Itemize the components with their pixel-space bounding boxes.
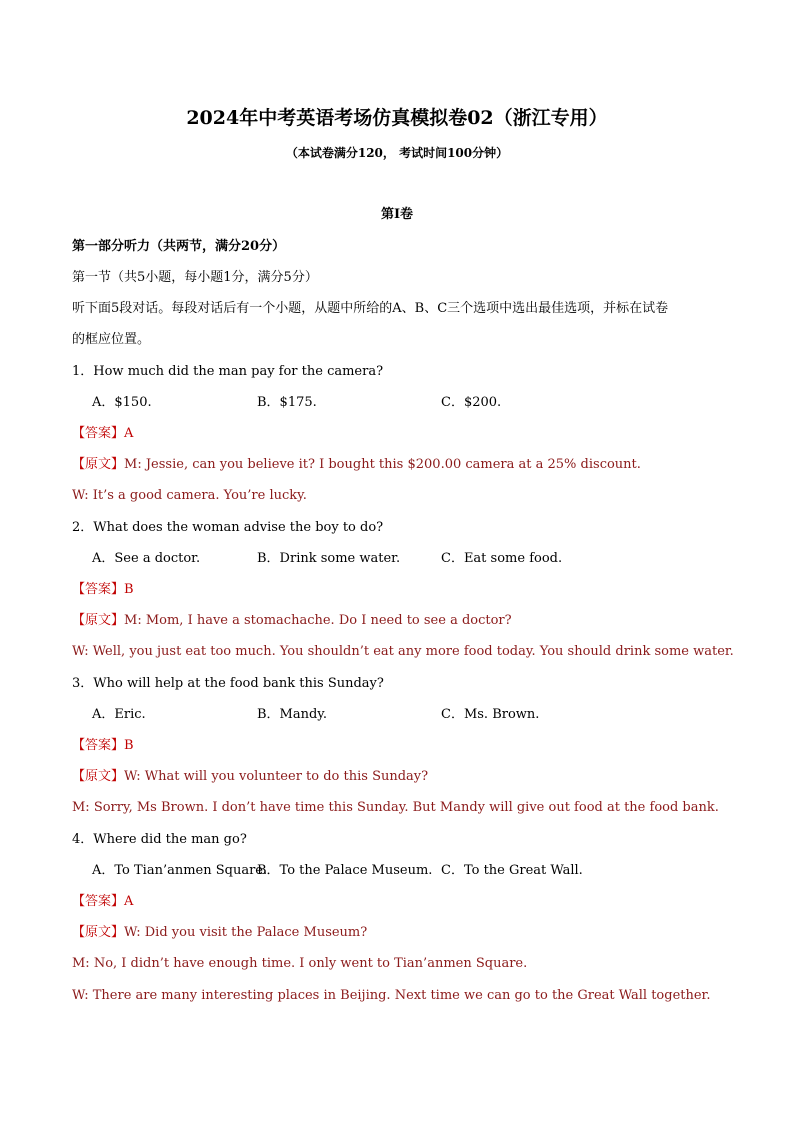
option-b: B．Drink some water. xyxy=(257,551,401,566)
transcript-text: M: Mom, I have a stomachache. Do I need to see a doctor? xyxy=(124,613,512,628)
transcript-label: 【原文】 xyxy=(72,769,125,784)
transcript-line xyxy=(72,769,428,785)
answer-line xyxy=(72,738,134,754)
option-b: B．$175. xyxy=(257,395,317,410)
section-heading: 第一节（共5小题，每小题1分，满分5分） xyxy=(72,270,318,285)
transcript-line xyxy=(72,925,367,941)
option-c: C．To the Great Wall. xyxy=(441,863,583,878)
answer-label: 【答案】 xyxy=(72,738,125,753)
option-a: A．$150. xyxy=(92,395,152,410)
part-heading: 第一部分听力（共两节，满分20分） xyxy=(72,239,286,254)
page-subtitle: （本试卷满分120， 考试时间100分钟） xyxy=(285,146,509,160)
transcript-label: 【原文】 xyxy=(72,613,125,628)
answer-value: B xyxy=(124,738,134,753)
transcript-line xyxy=(72,457,641,473)
transcript-line xyxy=(72,613,512,629)
transcript-text: M: No, I didn’t have enough time. I only went to Tian’anmen Square. xyxy=(72,956,528,971)
answer-label: 【答案】 xyxy=(72,894,125,909)
transcript-label: 【原文】 xyxy=(72,925,125,940)
transcript-text: W: What will you volunteer to do this Sunday? xyxy=(124,769,429,784)
question-stem: 3．Who will help at the food bank this Sunday? xyxy=(72,676,384,691)
answer-line xyxy=(72,582,134,598)
transcript-text: M: Sorry, Ms Brown. I don’t have time this Sunday. But Mandy will give out food at the food bank. xyxy=(72,800,719,815)
transcript-text: W: It’s a good camera. You’re lucky. xyxy=(72,488,307,503)
volume-heading: 第I卷 xyxy=(380,207,414,222)
question-stem: 2．What does the woman advise the boy to do? xyxy=(72,520,384,535)
transcript-label: 【原文】 xyxy=(72,457,125,472)
answer-label: 【答案】 xyxy=(72,426,125,441)
instructions-line-2: 的框应位置。 xyxy=(72,332,151,347)
option-a: A．To Tian’anmen Square. xyxy=(92,863,268,878)
option-a: A．Eric. xyxy=(92,707,146,722)
option-a: A．See a doctor. xyxy=(92,551,201,566)
answer-line xyxy=(72,894,133,910)
answer-label: 【答案】 xyxy=(72,582,125,597)
option-c: C．$200. xyxy=(441,395,502,410)
transcript-text: W: Did you visit the Palace Museum? xyxy=(124,925,368,940)
page-title: 2024年中考英语考场仿真模拟卷02（浙江专用） xyxy=(186,107,608,129)
transcript-text: W: There are many interesting places in Beijing. Next time we can go to the Great Wall together. xyxy=(72,988,711,1003)
option-c: C．Ms. Brown. xyxy=(441,707,540,722)
instructions-line-1: 听下面5段对话。每段对话后有一个小题，从题中所给的A、B、C三个选项中选出最佳选项，并标在试卷 xyxy=(72,301,669,316)
answer-value: A xyxy=(124,894,134,909)
question-stem: 1．How much did the man pay for the camera? xyxy=(72,364,384,379)
transcript-text: W: Well, you just eat too much. You shouldn’t eat any more food today. You should drink some water. xyxy=(72,644,734,659)
option-c: C．Eat some food. xyxy=(441,551,563,566)
option-b: B．Mandy. xyxy=(257,707,328,722)
answer-value: A xyxy=(124,426,134,441)
answer-line xyxy=(72,426,133,442)
option-b: B．To the Palace Museum. xyxy=(257,863,433,878)
question-stem: 4．Where did the man go? xyxy=(72,832,247,847)
answer-value: B xyxy=(124,582,134,597)
transcript-text: M: Jessie, can you believe it? I bought this $200.00 camera at a 25% discount. xyxy=(124,457,641,472)
